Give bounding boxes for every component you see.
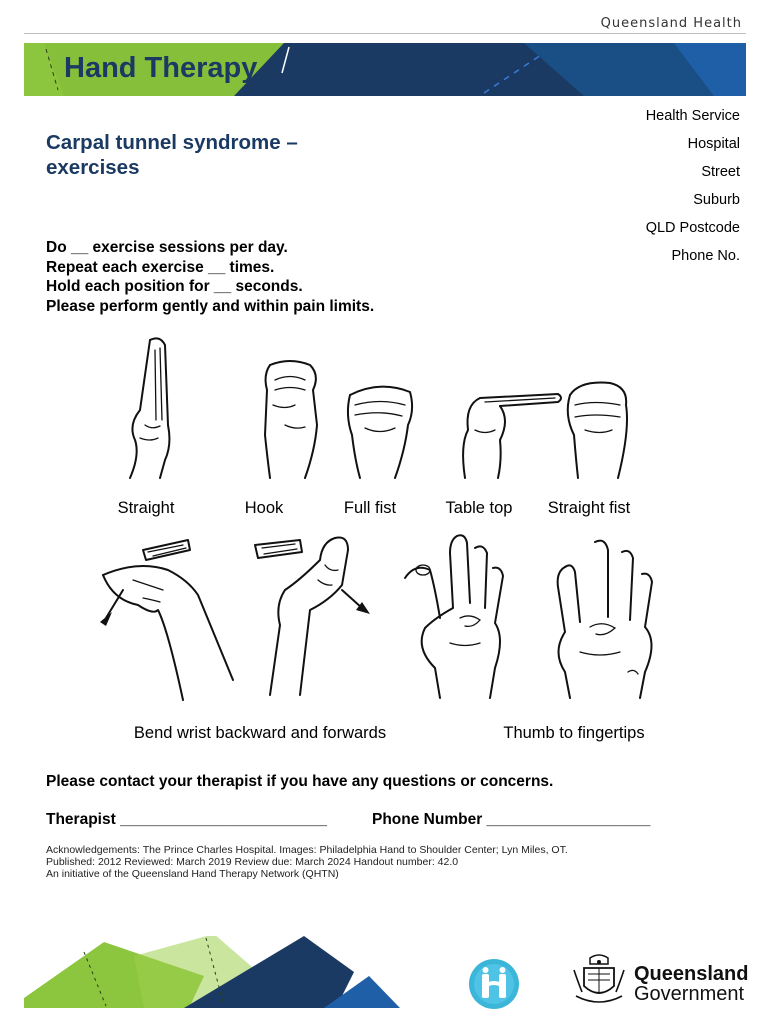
thumb-to-finger-illustration-1 [395,528,530,698]
government-wordmark [634,964,748,1004]
phone-line: Phone Number ___________________ [372,811,651,828]
banner-title: Hand Therapy [64,52,258,84]
footer-banner-graphic [24,936,400,1008]
caption-wrist: Bend wrist backward and forwards [133,724,387,742]
document-title: Carpal tunnel syndrome – exercises [46,131,298,179]
caption-straight-fist: Straight fist [547,499,631,517]
wrist-extension-illustration [98,540,238,700]
ack-initiative: An initiative of the Queensland Hand Therapy Network (QHTN) [46,868,339,880]
address-hospital: Hospital [687,136,740,152]
government-wordmark-line2: Government [634,983,745,1005]
caption-full-fist: Full fist [343,499,397,517]
caption-table-top: Table top [445,499,513,517]
caption-hook: Hook [244,499,284,517]
org-name: Queensland Health [600,16,742,31]
address-suburb: Suburb [693,192,740,208]
ack-images: Acknowledgements: The Prince Charles Hospital. Images: Philadelphia Hand to Shoulder Center; Lyn Miles, OT. [46,844,568,856]
instructions [46,238,374,316]
address-street: Street [701,164,740,180]
instruction-repeat: Repeat each exercise __ times. [46,258,275,276]
caption-straight: Straight [117,499,175,517]
instruction-sessions: Do __ exercise sessions per day. [46,239,288,256]
ack-published: Published: 2012 Reviewed: March 2019 Review due: March 2024 Handout number: 42.0 [46,856,459,868]
address-block [646,102,740,270]
instruction-gently: Please perform gently and within pain limits. [46,297,375,315]
full-fist-illustration [340,380,420,480]
wrist-flexion-illustration [250,530,375,695]
queensland-crest-icon [570,952,628,1010]
header-divider [24,33,746,34]
caption-thumb: Thumb to fingertips [503,724,645,742]
straight-hand-illustration [110,330,190,480]
table-top-illustration [440,390,565,480]
government-wordmark-line1: Queensland [634,963,749,985]
address-postcode: QLD Postcode [645,220,740,236]
contact-note: Please contact your therapist if you have any questions or concerns. [46,773,554,790]
hand-therapy-network-logo [468,958,520,1010]
hook-hand-illustration [255,355,330,480]
address-health-service: Health Service [645,108,740,124]
thumb-to-finger-illustration-2 [530,532,670,698]
straight-fist-illustration [560,375,635,480]
acknowledgements [46,844,568,880]
address-phone: Phone No. [671,248,740,264]
therapist-line: Therapist ________________________ [46,811,327,828]
instruction-hold: Hold each position for __ seconds. [46,278,303,295]
